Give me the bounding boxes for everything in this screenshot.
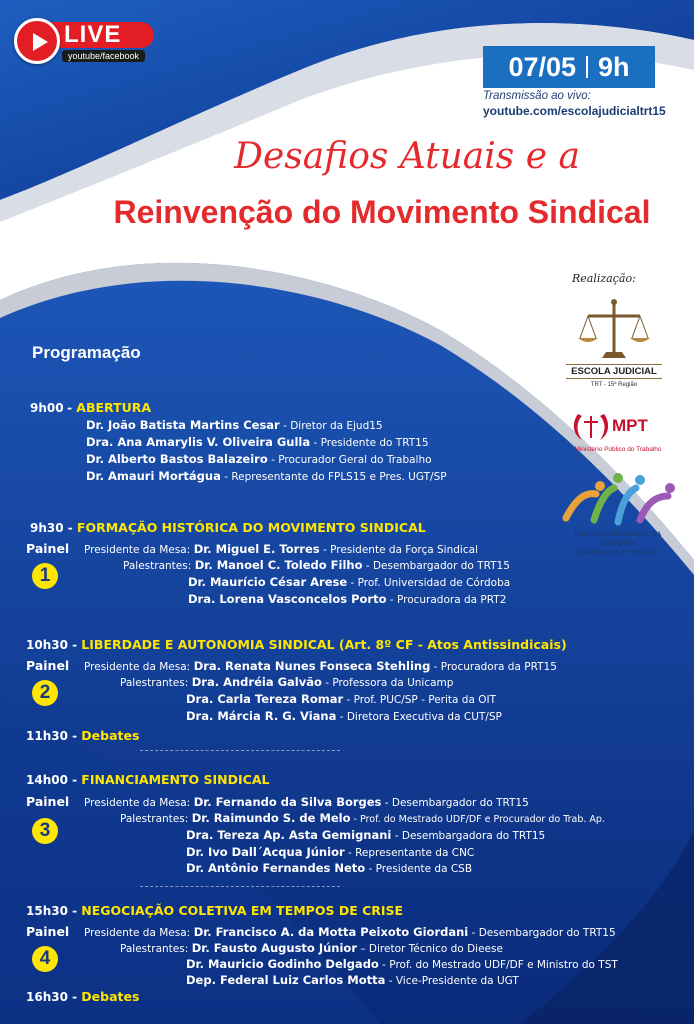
debates-1: 11h30 - Debates [26, 728, 140, 743]
painel-1-palestrante: Palestrantes: Dr. Manoel C. Toledo Filho - Desembargador do TRT15 [123, 558, 510, 572]
mpt-name: MPT [612, 416, 648, 435]
painel-label: Painel [26, 541, 70, 556]
date-separator [586, 56, 588, 78]
painel-4-palestrante: Dr. Mauricio Godinho Delgado - Prof. do Mestrado UDF/DF e Ministro do TST [186, 957, 618, 971]
painel-1-time: 9h30 [30, 521, 64, 535]
painel-3-presidente: Presidente da Mesa: Dr. Fernando da Silva Borges - Desembargador do TRT15 [84, 795, 529, 809]
escola-judicial-sub: TRT - 15ª Região [590, 382, 638, 388]
section-divider [140, 886, 340, 887]
painel-number-badge: 2 [32, 680, 58, 706]
abertura-title: ABERTURA [76, 400, 152, 415]
painel-3-title: FINANCIAMENTO SINDICAL [81, 772, 270, 787]
painel-1-presidente: Presidente da Mesa: Dr. Miguel E. Torres - Presidente da Força Sindical [84, 542, 478, 556]
forum-name [556, 530, 680, 557]
live-label: LIVE [64, 21, 122, 48]
forum-logo [556, 468, 680, 558]
painel-2-title: LIBERDADE E AUTONOMIA SINDICAL (Art. 8º CF - Atos Antissindicais) [81, 637, 567, 652]
live-platforms: youtube/facebook [62, 50, 145, 62]
programacao-heading: Programação [32, 343, 141, 362]
debates-2: 16h30 - Debates [26, 989, 140, 1004]
painel-2-header: 10h30 - LIBERDADE E AUTONOMIA SINDICAL (Art. 8º CF - Atos Antissindicais) [26, 637, 567, 652]
scales-icon [566, 296, 662, 364]
title-line-1: Desafios Atuais e a [234, 136, 580, 177]
painel-2-palestrante: Dra. Carla Tereza Romar - Prof. PUC/SP - Perita da OIT [186, 692, 496, 706]
event-time: 9h [598, 51, 630, 82]
forum-name-line1: FÓRUM DE PROMOÇÃO DA LIBERDADE [574, 531, 662, 547]
painel-2-palestrante: Palestrantes: Dra. Andréia Galvão - Professora da Unicamp [120, 675, 454, 689]
abertura-person: Dr. João Batista Martins Cesar - Diretor da Ejud15 [86, 418, 383, 432]
painel-3-time: 14h00 [26, 773, 68, 787]
painel-1-palestrante: Dr. Maurício César Arese - Prof. Universidad de Córdoba [188, 575, 511, 589]
forum-name-line2: SINDICAL DA 15ª REGIÃO [577, 549, 659, 556]
painel-4-time: 15h30 [26, 904, 68, 918]
painel-4-title: NEGOCIAÇÃO COLETIVA EM TEMPOS DE CRISE [81, 903, 404, 918]
painel-1-title: FORMAÇÃO HISTÓRICA DO MOVIMENTO SINDICAL [76, 520, 426, 535]
painel-label: Painel [26, 924, 70, 939]
realizacao-label: Realização: [572, 272, 636, 285]
abertura-time: 9h00 [30, 401, 64, 415]
painel-number-badge: 3 [32, 818, 58, 844]
mpt-logo [568, 410, 668, 458]
mpt-sub: Ministério Público do Trabalho [574, 446, 662, 453]
painel-1-header: 9h30 - FORMAÇÃO HISTÓRICA DO MOVIMENTO SINDICAL [30, 520, 426, 535]
event-date-box [483, 46, 655, 88]
painel-number-badge: 1 [32, 563, 58, 589]
painel-3-palestrante: Dr. Ivo Dall´Acqua Júnior - Representante da CNC [186, 845, 475, 859]
painel-3-palestrante: Palestrantes: Dr. Raimundo S. de Melo - Prof. do Mestrado UDF/DF e Procurador do Trab. Ap. [120, 811, 605, 825]
painel-label: Painel [26, 658, 70, 673]
painel-4-presidente: Presidente da Mesa: Dr. Francisco A. da Motta Peixoto Giordani - Desembargador do TRT15 [84, 925, 616, 939]
escola-judicial-logo [566, 296, 662, 396]
abertura-person: Dra. Ana Amarylis V. Oliveira Gulla - Presidente do TRT15 [86, 435, 429, 449]
transmission-link[interactable]: youtube.com/escolajudicialtrt15 [483, 104, 666, 118]
painel-2-presidente: Presidente da Mesa: Dra. Renata Nunes Fonseca Stehling - Procuradora da PRT15 [84, 659, 557, 673]
people-icon [556, 468, 680, 528]
painel-3-palestrante: Dra. Tereza Ap. Asta Gemignani - Desembargadora do TRT15 [186, 828, 546, 842]
painel-2-palestrante: Dra. Márcia R. G. Viana - Diretora Executiva da CUT/SP [186, 709, 502, 723]
live-badge [14, 18, 154, 64]
painel-4-palestrante: Palestrantes: Dr. Fausto Augusto Júnior – Diretor Técnico do Dieese [120, 941, 503, 955]
abertura-person: Dr. Alberto Bastos Balazeiro - Procurador Geral do Trabalho [86, 452, 432, 466]
transmission-label: Transmissão ao vivo: [483, 90, 591, 102]
abertura-header: 9h00 - ABERTURA [30, 400, 152, 415]
painel-2-time: 10h30 [26, 638, 68, 652]
escola-judicial-name: ESCOLA JUDICIAL [566, 364, 662, 379]
mpt-emblem-icon [570, 410, 612, 444]
abertura-person: Dr. Amauri Mortágua - Representante do FPLS15 e Pres. UGT/SP [86, 469, 447, 483]
title-line-2: Reinvenção do Movimento Sindical [113, 194, 651, 230]
event-date: 07/05 [508, 51, 577, 82]
painel-4-palestrante: Dep. Federal Luiz Carlos Motta - Vice-Presidente da UGT [186, 973, 519, 987]
painel-3-header: 14h00 - FINANCIAMENTO SINDICAL [26, 772, 270, 787]
painel-label: Painel [26, 794, 70, 809]
painel-number-badge: 4 [32, 946, 58, 972]
painel-1-palestrante: Dra. Lorena Vasconcelos Porto - Procuradora da PRT2 [188, 592, 507, 606]
play-icon [14, 18, 60, 64]
section-divider [140, 750, 340, 751]
painel-3-palestrante: Dr. Antônio Fernandes Neto - Presidente da CSB [186, 861, 473, 875]
painel-4-header: 15h30 - NEGOCIAÇÃO COLETIVA EM TEMPOS DE CRISE [26, 903, 404, 918]
